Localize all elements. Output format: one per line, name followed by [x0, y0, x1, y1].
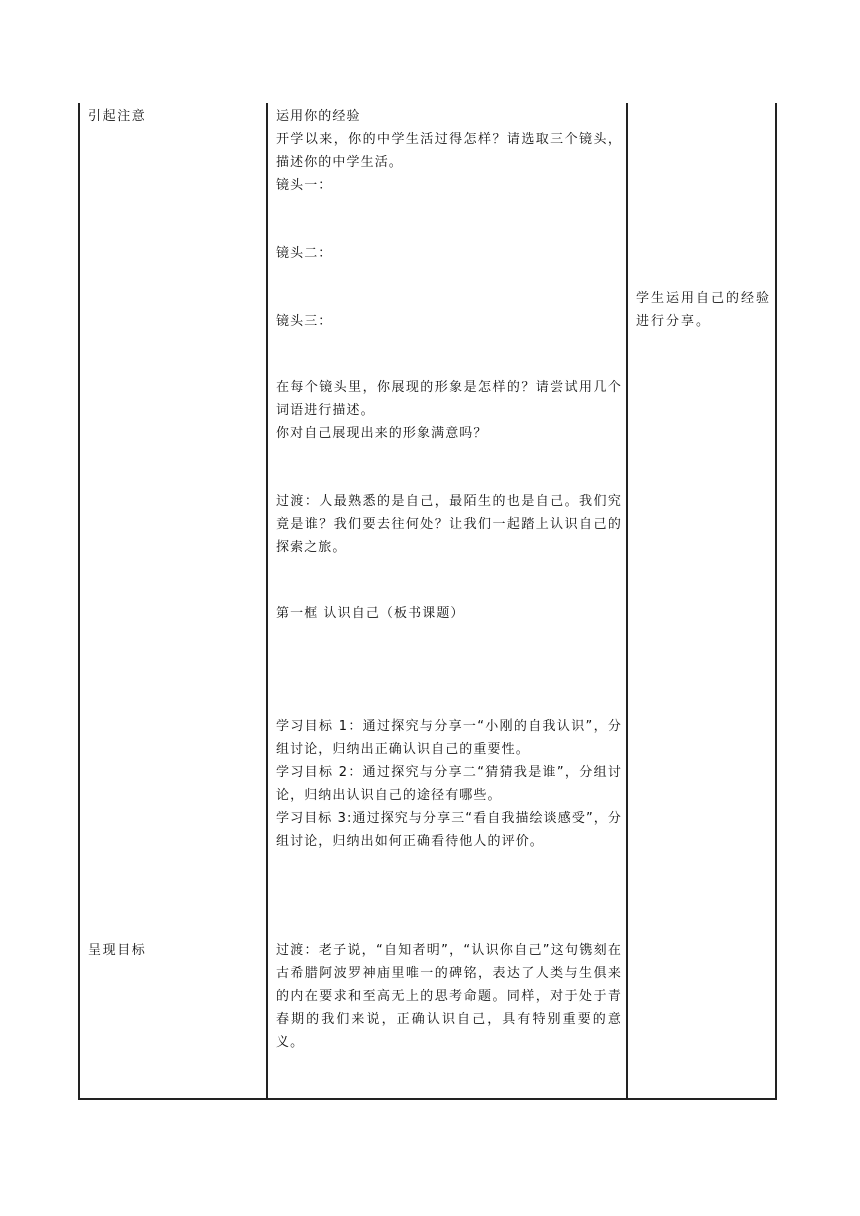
transition-paragraph-2: 过渡：老子说，“自知者明”，“认识你自己”这句镌刻在古希腊阿波罗神庙里唯一的碑铭，表达了人类与生俱来的内在要求和至高无上的思考命题。同样，对于处于青春期的我们来说，正确认识自己，具有特别重要的意义。 — [276, 943, 622, 1050]
experience-title: 运用你的经验 — [276, 109, 361, 124]
learning-goal-1: 学习目标 1：通过探究与分享一“小刚的自我认识”，分组讨论，归纳出正确认识自己的重要性。 — [276, 719, 622, 757]
experience-prompt: 开学以来，你的中学生活过得怎样？请选取三个镜头，描述你的中学生活。 — [276, 132, 622, 170]
table-bottom-border — [78, 1098, 777, 1100]
learning-goal-3: 学习目标 3:通过探究与分享三“看自我描绘谈感受”，分组讨论，归纳出如何正确看待他人的评价。 — [276, 811, 622, 849]
table-divider-2 — [626, 103, 628, 1100]
table-left-border — [78, 103, 80, 1100]
image-question: 在每个镜头里，你展现的形象是怎样的？请尝试用几个词语进行描述。 — [276, 380, 622, 418]
student-activity-note: 学生运用自己的经验进行分享。 — [636, 291, 772, 329]
shot-two-label: 镜头二： — [276, 246, 333, 261]
learning-goal-2: 学习目标 2：通过探究与分享二“猜猜我是谁”，分组讨论，归纳出认识自己的途径有哪些。 — [276, 765, 622, 803]
table-divider-1 — [266, 103, 268, 1100]
stage-label-attention: 引起注意 — [88, 109, 147, 124]
shot-three-label: 镜头三： — [276, 314, 333, 329]
satisfied-question: 你对自己展现出来的形象满意吗？ — [276, 426, 488, 441]
shot-one-label: 镜头一： — [276, 178, 333, 193]
lesson-title: 第一框 认识自己（板书课题） — [276, 606, 465, 621]
transition-paragraph-1: 过渡：人最熟悉的是自己，最陌生的也是自己。我们究竟是谁？我们要去往何处？让我们一起踏上认识自己的探索之旅。 — [276, 494, 622, 555]
table-right-border — [775, 103, 777, 1100]
stage-label-goals: 呈现目标 — [88, 943, 147, 958]
